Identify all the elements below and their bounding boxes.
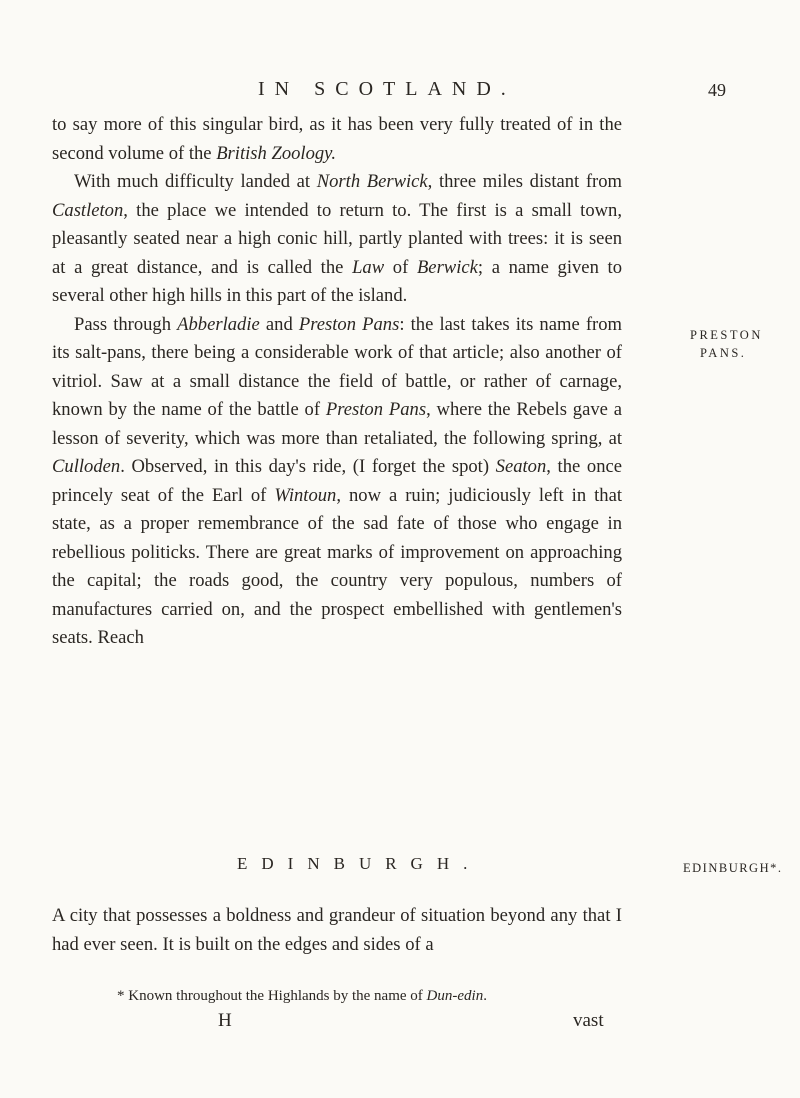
section-text <box>52 902 622 959</box>
sidenote-line: PRESTON <box>690 328 763 342</box>
signature-mark: H <box>218 1010 232 1031</box>
paragraph-edinburgh: A city that possesses a boldness and grandeur of situation beyond any that I had ever seen. It is built on the edges and sides of a <box>52 905 622 955</box>
paragraph-preston-pans: Pass through Abberladie and Preston Pans: the last takes its name from its salt-pans, there being a considerable work of that article; also another of vitriol. Saw at a small distance the field of battle, or rather of carnage, known by the name of the battle of Preston Pans, where the Rebels gave a lesson of severity, which was more than retaliated, the following spring, at Culloden. Observed, in this day's ride, (I forget the spot) Seaton, the once princely seat of the Earl of Wintoun, now a ruin; judiciously left in that state, as a proper remembrance of the sad fate of those who engage in rebellious politicks. There are great marks of improvement on approaching the capital; the roads good, the country very populous, numbers of manufactures carried on, and the prospect embellished with gentlemen's seats. Reach <box>52 313 622 648</box>
page-number: 49 <box>708 80 726 100</box>
sidenote-line: PANS. <box>700 346 747 360</box>
footnote: * Known throughout the Highlands by the name of Dun-edin. <box>117 988 487 1004</box>
sidenote-preston-pans <box>690 326 763 362</box>
section-heading: EDINBURGH. <box>237 854 482 873</box>
main-text <box>52 111 622 653</box>
running-title: IN SCOTLAND. <box>258 78 516 100</box>
paragraph-continuation: to say more of this singular bird, as it has been very fully treated of in the second volume of the British Zoology. <box>52 114 622 164</box>
paragraph-north-berwick: With much difficulty landed at North Berwick, three miles distant from Castleton, the place we intended to return to. The first is a small town, pleasantly seated near a high conic hill, partly planted with trees: it is seen at a great distance, and is called the Law of Berwick; a name given to several other high hills in this part of the island. <box>52 171 622 306</box>
sidenote-edinburgh: EDINBURGH*. <box>683 861 783 875</box>
catchword: vast <box>573 1010 604 1031</box>
